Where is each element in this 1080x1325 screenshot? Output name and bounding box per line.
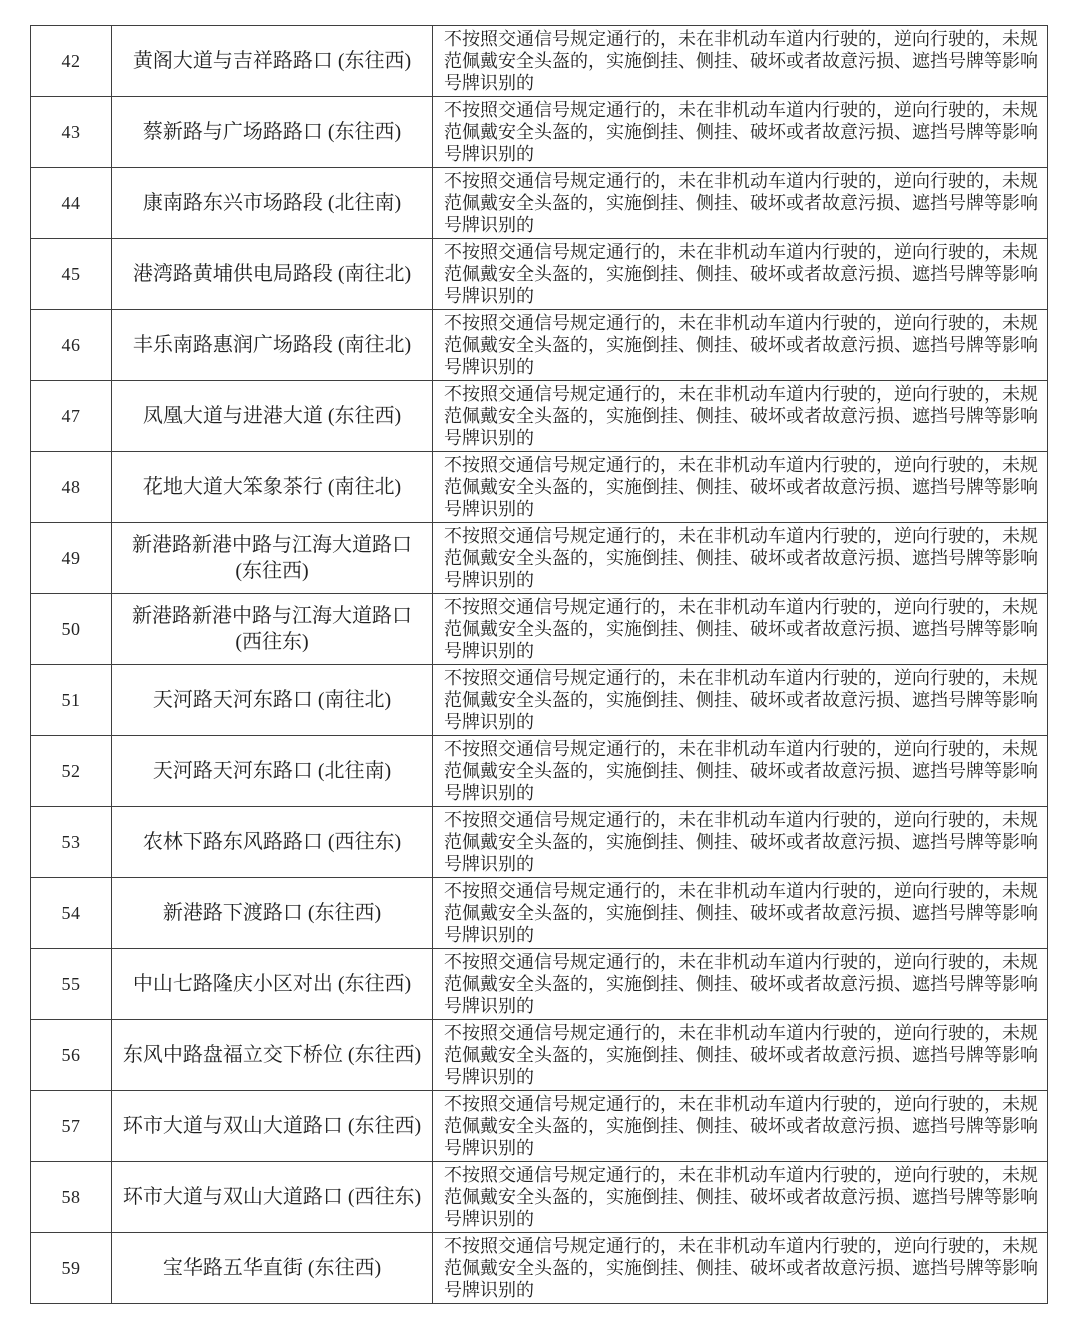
location-cell: 港湾路黄埔供电局路段 (南往北) (112, 239, 433, 310)
row-number-cell: 43 (31, 97, 112, 168)
location-cell: 宝华路五华直街 (东往西) (112, 1233, 433, 1304)
violation-cell: 不按照交通信号规定通行的，未在非机动车道内行驶的，逆向行驶的，未规范佩戴安全头盔的，实施倒挂、侧挂、破坏或者故意污损、遮挡号牌等影响号牌识别的 (433, 97, 1048, 168)
location-cell: 丰乐南路惠润广场路段 (南往北) (112, 310, 433, 381)
row-number-cell: 46 (31, 310, 112, 381)
table-row (31, 168, 1048, 239)
table-row (31, 381, 1048, 452)
violation-cell: 不按照交通信号规定通行的，未在非机动车道内行驶的，逆向行驶的，未规范佩戴安全头盔的，实施倒挂、侧挂、破坏或者故意污损、遮挡号牌等影响号牌识别的 (433, 452, 1048, 523)
violation-cell: 不按照交通信号规定通行的，未在非机动车道内行驶的，逆向行驶的，未规范佩戴安全头盔的，实施倒挂、侧挂、破坏或者故意污损、遮挡号牌等影响号牌识别的 (433, 1020, 1048, 1091)
location-cell: 新港路新港中路与江海大道路口 (西往东) (112, 594, 433, 665)
violation-cell: 不按照交通信号规定通行的，未在非机动车道内行驶的，逆向行驶的，未规范佩戴安全头盔的，实施倒挂、侧挂、破坏或者故意污损、遮挡号牌等影响号牌识别的 (433, 26, 1048, 97)
row-number-cell: 51 (31, 665, 112, 736)
location-cell: 新港路下渡路口 (东往西) (112, 878, 433, 949)
violation-cell: 不按照交通信号规定通行的，未在非机动车道内行驶的，逆向行驶的，未规范佩戴安全头盔的，实施倒挂、侧挂、破坏或者故意污损、遮挡号牌等影响号牌识别的 (433, 168, 1048, 239)
row-number-cell: 44 (31, 168, 112, 239)
row-number-cell: 58 (31, 1162, 112, 1233)
violation-cell: 不按照交通信号规定通行的，未在非机动车道内行驶的，逆向行驶的，未规范佩戴安全头盔的，实施倒挂、侧挂、破坏或者故意污损、遮挡号牌等影响号牌识别的 (433, 1162, 1048, 1233)
location-cell: 康南路东兴市场路段 (北往南) (112, 168, 433, 239)
table-row (31, 26, 1048, 97)
violation-cell: 不按照交通信号规定通行的，未在非机动车道内行驶的，逆向行驶的，未规范佩戴安全头盔的，实施倒挂、侧挂、破坏或者故意污损、遮挡号牌等影响号牌识别的 (433, 1233, 1048, 1304)
violation-cell: 不按照交通信号规定通行的，未在非机动车道内行驶的，逆向行驶的，未规范佩戴安全头盔的，实施倒挂、侧挂、破坏或者故意污损、遮挡号牌等影响号牌识别的 (433, 381, 1048, 452)
location-cell: 新港路新港中路与江海大道路口 (东往西) (112, 523, 433, 594)
row-number-cell: 47 (31, 381, 112, 452)
table-row (31, 736, 1048, 807)
location-cell: 中山七路隆庆小区对出 (东往西) (112, 949, 433, 1020)
row-number-cell: 55 (31, 949, 112, 1020)
table-row (31, 1162, 1048, 1233)
violation-cell: 不按照交通信号规定通行的，未在非机动车道内行驶的，逆向行驶的，未规范佩戴安全头盔的，实施倒挂、侧挂、破坏或者故意污损、遮挡号牌等影响号牌识别的 (433, 523, 1048, 594)
row-number-cell: 57 (31, 1091, 112, 1162)
table-row (31, 239, 1048, 310)
table-row (31, 878, 1048, 949)
row-number-cell: 50 (31, 594, 112, 665)
location-cell: 天河路天河东路口 (南往北) (112, 665, 433, 736)
table-row (31, 949, 1048, 1020)
violation-cell: 不按照交通信号规定通行的，未在非机动车道内行驶的，逆向行驶的，未规范佩戴安全头盔的，实施倒挂、侧挂、破坏或者故意污损、遮挡号牌等影响号牌识别的 (433, 949, 1048, 1020)
row-number-cell: 42 (31, 26, 112, 97)
violation-cell: 不按照交通信号规定通行的，未在非机动车道内行驶的，逆向行驶的，未规范佩戴安全头盔的，实施倒挂、侧挂、破坏或者故意污损、遮挡号牌等影响号牌识别的 (433, 594, 1048, 665)
location-cell: 天河路天河东路口 (北往南) (112, 736, 433, 807)
location-cell: 环市大道与双山大道路口 (东往西) (112, 1091, 433, 1162)
violation-cell: 不按照交通信号规定通行的，未在非机动车道内行驶的，逆向行驶的，未规范佩戴安全头盔的，实施倒挂、侧挂、破坏或者故意污损、遮挡号牌等影响号牌识别的 (433, 239, 1048, 310)
violation-cell: 不按照交通信号规定通行的，未在非机动车道内行驶的，逆向行驶的，未规范佩戴安全头盔的，实施倒挂、侧挂、破坏或者故意污损、遮挡号牌等影响号牌识别的 (433, 878, 1048, 949)
row-number-cell: 53 (31, 807, 112, 878)
location-cell: 环市大道与双山大道路口 (西往东) (112, 1162, 433, 1233)
location-cell: 农林下路东风路路口 (西往东) (112, 807, 433, 878)
location-cell: 东风中路盘福立交下桥位 (东往西) (112, 1020, 433, 1091)
table-row (31, 452, 1048, 523)
row-number-cell: 52 (31, 736, 112, 807)
location-cell: 蔡新路与广场路路口 (东往西) (112, 97, 433, 168)
table-row (31, 310, 1048, 381)
row-number-cell: 45 (31, 239, 112, 310)
row-number-cell: 56 (31, 1020, 112, 1091)
table-row (31, 1020, 1048, 1091)
violation-cell: 不按照交通信号规定通行的，未在非机动车道内行驶的，逆向行驶的，未规范佩戴安全头盔的，实施倒挂、侧挂、破坏或者故意污损、遮挡号牌等影响号牌识别的 (433, 1091, 1048, 1162)
location-cell: 黄阁大道与吉祥路路口 (东往西) (112, 26, 433, 97)
location-cell: 花地大道大笨象茶行 (南往北) (112, 452, 433, 523)
violation-cell: 不按照交通信号规定通行的，未在非机动车道内行驶的，逆向行驶的，未规范佩戴安全头盔的，实施倒挂、侧挂、破坏或者故意污损、遮挡号牌等影响号牌识别的 (433, 310, 1048, 381)
violation-cell: 不按照交通信号规定通行的，未在非机动车道内行驶的，逆向行驶的，未规范佩戴安全头盔的，实施倒挂、侧挂、破坏或者故意污损、遮挡号牌等影响号牌识别的 (433, 665, 1048, 736)
violation-cell: 不按照交通信号规定通行的，未在非机动车道内行驶的，逆向行驶的，未规范佩戴安全头盔的，实施倒挂、侧挂、破坏或者故意污损、遮挡号牌等影响号牌识别的 (433, 736, 1048, 807)
row-number-cell: 49 (31, 523, 112, 594)
table-row (31, 1233, 1048, 1304)
table-row (31, 523, 1048, 594)
row-number-cell: 59 (31, 1233, 112, 1304)
row-number-cell: 48 (31, 452, 112, 523)
row-number-cell: 54 (31, 878, 112, 949)
table-row (31, 807, 1048, 878)
table-body (31, 26, 1048, 1304)
table-row (31, 594, 1048, 665)
table-row (31, 665, 1048, 736)
table-row (31, 1091, 1048, 1162)
violation-cell: 不按照交通信号规定通行的，未在非机动车道内行驶的，逆向行驶的，未规范佩戴安全头盔的，实施倒挂、侧挂、破坏或者故意污损、遮挡号牌等影响号牌识别的 (433, 807, 1048, 878)
enforcement-locations-table (30, 25, 1048, 1304)
location-cell: 凤凰大道与进港大道 (东往西) (112, 381, 433, 452)
table-row (31, 97, 1048, 168)
